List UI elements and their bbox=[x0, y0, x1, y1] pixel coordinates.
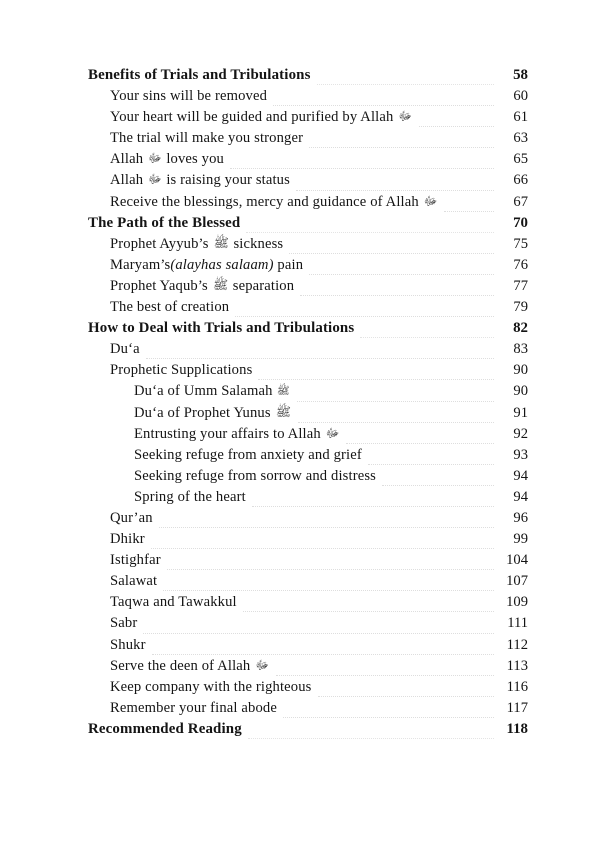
toc-page-number: 61 bbox=[513, 109, 528, 126]
toc-page-number: 83 bbox=[513, 341, 528, 358]
toc-entry-label: Remember your final abode bbox=[110, 699, 277, 716]
toc-entry[interactable] bbox=[110, 258, 528, 279]
toc-leader-dots bbox=[159, 527, 494, 528]
toc-entry[interactable] bbox=[110, 300, 528, 321]
toc-leader-dots bbox=[258, 379, 494, 380]
toc-entry[interactable] bbox=[110, 680, 528, 701]
toc-entry-label: Taqwa and Tawakkul bbox=[110, 594, 237, 611]
toc-leader-dots bbox=[230, 168, 494, 169]
toc-page-number: 112 bbox=[506, 636, 528, 653]
honorific-jalla-jalaaluhu-icon: ﷻ bbox=[144, 151, 162, 166]
toc-entry[interactable] bbox=[110, 152, 528, 173]
toc-entry-label: Recommended Reading bbox=[88, 720, 242, 737]
toc-entry-label: Seeking refuge from anxiety and grief bbox=[134, 446, 362, 463]
toc-entry-label: Prophetic Supplications bbox=[110, 362, 253, 379]
honorific-jalla-jalaaluhu-icon: ﷻ bbox=[419, 193, 438, 208]
toc-page-number: 65 bbox=[513, 151, 528, 168]
toc-entry[interactable] bbox=[110, 659, 528, 680]
toc-entry[interactable] bbox=[88, 321, 528, 342]
toc-entry-label: Sabr bbox=[110, 615, 138, 632]
toc-entry[interactable] bbox=[110, 173, 528, 194]
toc-entry-label: Duʻa of Prophet Yunus ﷺ bbox=[134, 403, 291, 421]
toc-entry-label: Receive the blessings, mercy and guidance of Allah ﷻ bbox=[110, 193, 438, 210]
toc-entry-label-suffix: separation bbox=[232, 277, 295, 294]
toc-entry[interactable] bbox=[110, 595, 528, 616]
toc-leader-dots bbox=[167, 569, 494, 570]
toc-page-number: 111 bbox=[507, 615, 528, 632]
toc-page-number: 96 bbox=[513, 509, 528, 526]
toc-leader-dots bbox=[309, 147, 494, 148]
toc-entry[interactable] bbox=[110, 276, 528, 300]
toc-page-number: 104 bbox=[506, 552, 528, 569]
toc-page-number: 60 bbox=[513, 88, 528, 105]
table-of-contents bbox=[88, 68, 528, 743]
toc-leader-dots bbox=[248, 738, 494, 739]
toc-page-number: 79 bbox=[513, 299, 528, 316]
toc-page-number: 82 bbox=[513, 320, 528, 337]
toc-leader-dots bbox=[246, 232, 494, 233]
toc-leader-dots bbox=[276, 675, 494, 676]
toc-entry-label: Prophet Ayyub’s ﷺ sickness bbox=[110, 234, 284, 252]
toc-page-number: 113 bbox=[506, 657, 528, 674]
toc-page-number: 77 bbox=[513, 277, 528, 294]
toc-entry-label-suffix: is raising your status bbox=[166, 172, 290, 189]
toc-entry[interactable] bbox=[88, 216, 528, 237]
toc-leader-dots bbox=[243, 611, 494, 612]
honorific-alayhis-salaam-icon: ﷺ bbox=[208, 276, 229, 292]
toc-page-number: 63 bbox=[513, 130, 528, 147]
toc-entry-label-suffix: sickness bbox=[233, 235, 284, 252]
toc-entry[interactable] bbox=[110, 574, 528, 595]
toc-entry[interactable] bbox=[110, 342, 528, 363]
toc-leader-dots bbox=[146, 358, 494, 359]
toc-entry-label: Shukr bbox=[110, 636, 146, 653]
toc-leader-dots bbox=[368, 464, 494, 465]
toc-leader-dots bbox=[300, 295, 494, 296]
toc-entry[interactable] bbox=[110, 234, 528, 258]
toc-entry[interactable] bbox=[134, 403, 528, 427]
toc-entry-label: Seeking refuge from sorrow and distress bbox=[134, 467, 376, 484]
toc-page-number: 116 bbox=[506, 678, 528, 695]
toc-page-number: 58 bbox=[513, 67, 528, 83]
toc-leader-dots bbox=[143, 633, 494, 634]
toc-leader-dots bbox=[444, 211, 494, 212]
toc-entry[interactable] bbox=[110, 532, 528, 553]
toc-entry[interactable] bbox=[110, 701, 528, 722]
toc-entry-label: The trial will make you stronger bbox=[110, 130, 304, 147]
toc-leader-dots bbox=[296, 190, 494, 191]
toc-leader-dots bbox=[360, 337, 494, 338]
toc-leader-dots bbox=[382, 485, 494, 486]
toc-entry-label: Duʻa of Umm Salamah ﷺ bbox=[134, 383, 290, 400]
toc-entry-label: Serve the deen of Allah ﷻ bbox=[110, 657, 269, 674]
toc-leader-dots bbox=[289, 253, 494, 254]
toc-entry[interactable] bbox=[110, 131, 528, 152]
toc-page-number: 66 bbox=[513, 172, 528, 189]
toc-entry-label: Your heart will be guided and purified by Allah ﷻ bbox=[110, 109, 412, 126]
toc-entry[interactable] bbox=[134, 427, 528, 448]
toc-entry-label: Duʻa bbox=[110, 341, 140, 358]
toc-entry[interactable] bbox=[88, 722, 528, 743]
toc-entry-label: Istighfar bbox=[110, 552, 161, 569]
toc-page-number: 90 bbox=[513, 362, 528, 379]
toc-leader-dots bbox=[346, 443, 494, 444]
toc-leader-dots bbox=[252, 506, 494, 507]
toc-page-number: 94 bbox=[513, 488, 528, 505]
toc-page-number: 92 bbox=[513, 425, 528, 442]
honorific-jalla-jalaaluhu-icon: ﷻ bbox=[321, 425, 340, 440]
toc-leader-dots bbox=[283, 717, 494, 718]
toc-entry[interactable] bbox=[110, 110, 528, 131]
toc-entry-label: The Path of the Blessed bbox=[88, 214, 241, 231]
honorific-jalla-jalaaluhu-icon: ﷻ bbox=[394, 109, 412, 124]
toc-entry[interactable] bbox=[134, 448, 528, 469]
toc-leader-dots bbox=[298, 422, 494, 423]
toc-entry[interactable] bbox=[110, 511, 528, 532]
toc-entry-label: Qur’an bbox=[110, 509, 153, 526]
toc-leader-dots bbox=[152, 654, 494, 655]
toc-entry[interactable] bbox=[110, 195, 528, 216]
toc-entry-label: Entrusting your affairs to Allah ﷻ bbox=[134, 425, 340, 442]
toc-entry-label-suffix: pain bbox=[277, 256, 304, 273]
toc-page-number: 94 bbox=[513, 467, 528, 484]
toc-entry-label: Prophet Yaqub’s ﷺ separation bbox=[110, 276, 295, 294]
toc-entry-label: Your sins will be removed bbox=[110, 88, 268, 105]
toc-entry-label: The best of creation bbox=[110, 299, 230, 316]
toc-entry[interactable] bbox=[110, 553, 528, 574]
toc-leader-dots bbox=[317, 84, 494, 85]
toc-entry-label: Maryam’s(alayhas salaam) pain bbox=[110, 256, 304, 273]
toc-entry[interactable] bbox=[134, 384, 528, 405]
toc-entry-label: Salawat bbox=[110, 573, 158, 590]
honorific-alayhis-salaam-icon: ﷺ bbox=[209, 234, 229, 250]
toc-page-number: 75 bbox=[513, 235, 528, 252]
toc-page-number: 76 bbox=[513, 256, 528, 273]
toc-page-number: 67 bbox=[513, 193, 528, 210]
honorific-jalla-jalaaluhu-icon: ﷻ bbox=[144, 172, 162, 187]
honorific-alayhis-salaam-icon: ﷺ bbox=[271, 403, 291, 419]
toc-page-number: 70 bbox=[513, 214, 528, 231]
toc-leader-dots bbox=[297, 401, 494, 402]
toc-leader-dots bbox=[318, 696, 495, 697]
toc-entry[interactable] bbox=[134, 469, 528, 490]
toc-leader-dots bbox=[151, 548, 494, 549]
toc-entry-label: Allah ﷻ loves you bbox=[110, 151, 224, 168]
toc-entry[interactable] bbox=[134, 490, 528, 511]
toc-entry[interactable] bbox=[110, 616, 528, 637]
toc-leader-dots bbox=[235, 316, 494, 317]
toc-entry-label: Allah ﷻ is raising your status bbox=[110, 172, 290, 189]
toc-page-number: 90 bbox=[513, 383, 528, 400]
toc-entry-label: Dhikr bbox=[110, 531, 145, 548]
toc-page-number: 118 bbox=[506, 720, 528, 737]
toc-entry-label: Spring of the heart bbox=[134, 488, 246, 505]
toc-page-number: 99 bbox=[513, 531, 528, 548]
toc-page-number: 109 bbox=[506, 594, 528, 611]
toc-leader-dots bbox=[163, 590, 494, 591]
toc-leader-dots bbox=[419, 126, 494, 127]
toc-page-number: 107 bbox=[506, 573, 528, 590]
toc-entry[interactable] bbox=[88, 68, 528, 89]
toc-entry-label: How to Deal with Trials and Tribulations bbox=[88, 320, 355, 337]
toc-page-number: 91 bbox=[513, 404, 528, 421]
toc-entry[interactable] bbox=[110, 89, 528, 110]
toc-page-number: 93 bbox=[513, 446, 528, 463]
toc-page-number: 117 bbox=[506, 699, 528, 716]
toc-entry-italic-note: (alayhas salaam) bbox=[170, 256, 274, 273]
toc-entry-label-suffix: loves you bbox=[166, 151, 224, 168]
toc-entry-label: Keep company with the righteous bbox=[110, 678, 312, 695]
toc-entry[interactable] bbox=[110, 638, 528, 659]
toc-entry[interactable] bbox=[110, 363, 528, 384]
toc-leader-dots bbox=[273, 105, 494, 106]
toc-entry-label: Benefits of Trials and Tribulations bbox=[88, 67, 311, 83]
honorific-jalla-jalaaluhu-icon: ﷻ bbox=[251, 657, 269, 672]
honorific-radiallahu-anha-icon: ﷺ bbox=[273, 385, 290, 398]
toc-leader-dots bbox=[309, 274, 494, 275]
